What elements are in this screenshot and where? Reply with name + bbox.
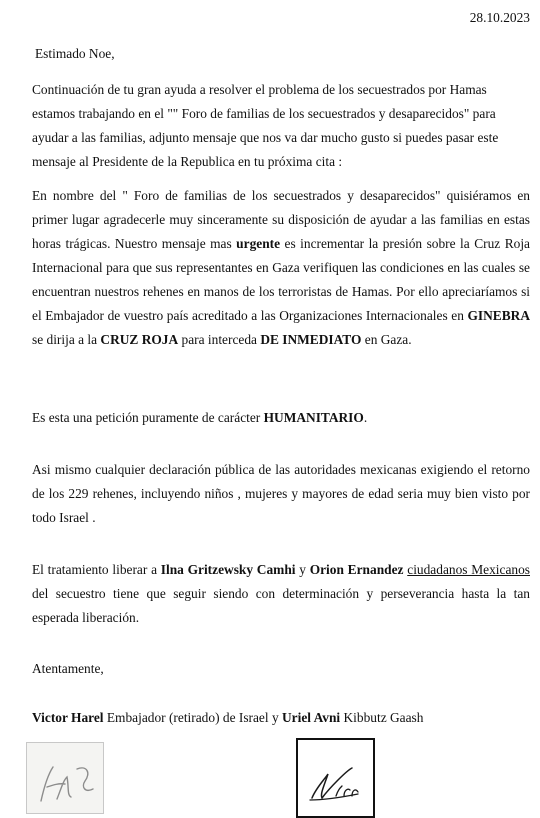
text-segment: . — [363, 410, 368, 425]
text-segment: en Gaza. — [361, 332, 412, 347]
text-segment: del secuestro tiene que seguir siendo con determinación y perseverancia hasta la tan esperada liberación. — [32, 586, 530, 625]
signer-name-1: Victor Harel — [32, 710, 104, 725]
handwritten-signature-avni — [298, 740, 373, 816]
signer-role-1: Embajador (retirado) de Israel y — [103, 710, 282, 725]
bold-humanitario: HUMANITARIO — [263, 410, 364, 425]
text-segment: El tratamiento liberar a — [32, 562, 161, 577]
paragraph-intro-text: Continuación de tu gran ayuda a resolver el problema de los secuestrados por Hamas estamos trabajando en el "" Foro de familias de los secuestrados y desaparecidos" para ayudar a las familias, adjunto mensaje que nos va dar mucho gusto si puedes pasar este mensaje al Presidente de la Republica en tu próxima cita : — [32, 82, 499, 169]
text-segment: y — [295, 562, 310, 577]
bold-hostage-name-2: Orion Ernandez — [309, 562, 404, 577]
bold-hostage-name-1: Ilna Gritzewsky Camhi — [160, 562, 296, 577]
bold-urgente: urgente — [236, 236, 281, 251]
underlined-ciudadanos-mexicanos: ciudadanos Mexicanos — [407, 562, 530, 577]
signer-role-2: Kibbutz Gaash — [340, 710, 424, 725]
paragraph-humanitarian — [32, 406, 530, 430]
signer-name-2: Uriel Avni — [282, 710, 341, 725]
signers-line — [32, 706, 423, 730]
signature-image-avni — [296, 738, 375, 818]
text-segment: En nombre del " Foro de familias de los secuestrados y desaparecidos" quisiéramos en primer lugar agradecerle muy sinceramente su disposición de ayudar a las familias en estas horas trágicas. Nuestro mensaje mas — [32, 188, 530, 251]
paragraph-intro — [32, 78, 530, 174]
text-segment: para interceda — [178, 332, 261, 347]
bold-cruz-roja: CRUZ ROJA — [100, 332, 179, 347]
text-segment: es incrementar la presión sobre la Cruz Roja Internacional para que sus representantes en Gaza verifiquen las condiciones en las cuales se encuentran nuestros rehenes en manos de los terroristas de Hamas. Por ello apreciaríamos si el Embajador de vuestro país acreditado a las Organizaciones Internacionales en — [32, 236, 530, 323]
closing: Atentamente, — [32, 661, 104, 676]
handwritten-signature-harel — [27, 743, 103, 813]
greeting: Estimado Noe, — [35, 46, 115, 61]
text-segment: se dirija a la — [32, 332, 101, 347]
signature-image-harel — [26, 742, 104, 814]
bold-de-inmediato: DE INMEDIATO — [260, 332, 362, 347]
paragraph-declaration-text: Asi mismo cualquier declaración pública de las autoridades mexicanas exigiendo el retorno de los 229 rehenes, incluyendo niños , mujeres y mayores de edad seria muy bien visto por todo Israel . — [32, 462, 530, 525]
bold-ginebra: GINEBRA — [467, 308, 530, 323]
letter-date: 28.10.2023 — [469, 10, 530, 25]
text-segment: Es esta una petición puramente de carácter — [32, 410, 264, 425]
paragraph-message — [32, 184, 530, 352]
paragraph-hostages — [32, 558, 530, 630]
paragraph-declaration — [32, 458, 530, 530]
